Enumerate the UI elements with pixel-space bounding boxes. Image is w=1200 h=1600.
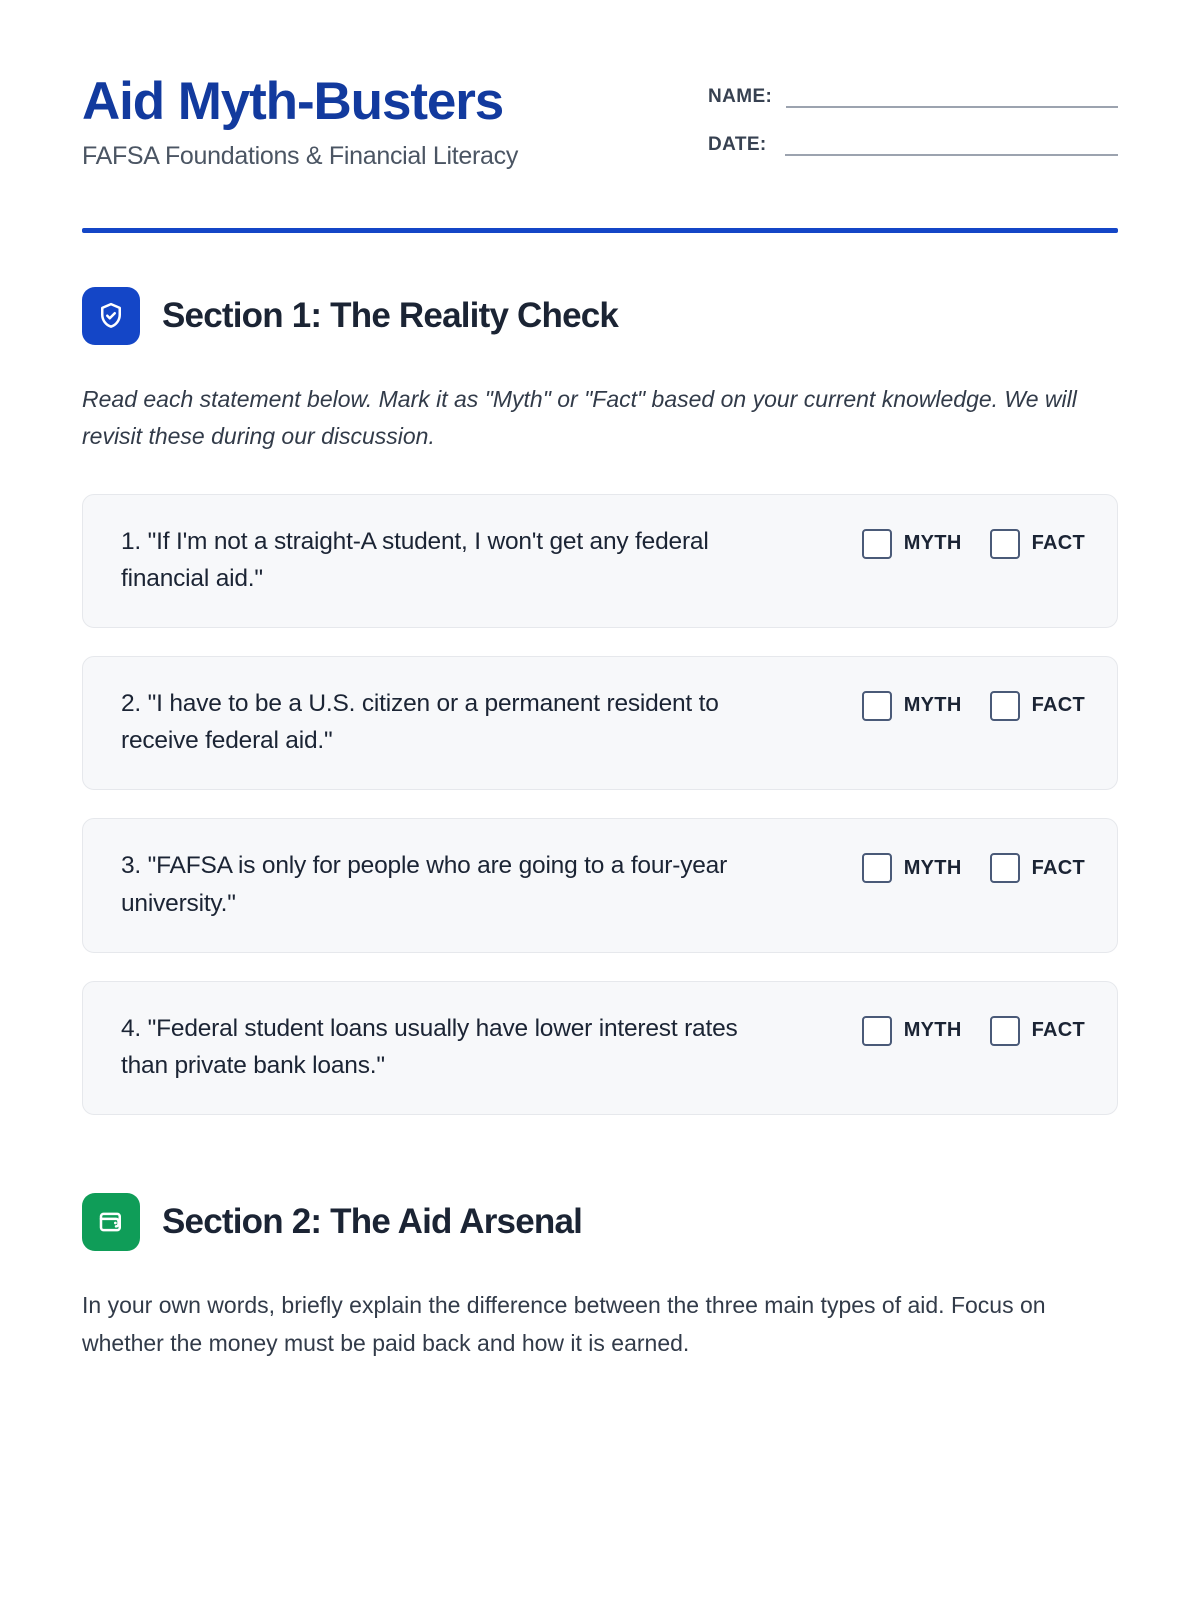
header-divider: [82, 228, 1118, 233]
statement-options: [862, 523, 1085, 559]
section-aid-arsenal: [82, 1193, 1118, 1362]
name-input-line[interactable]: [786, 84, 1118, 108]
fact-label: FACT: [1031, 694, 1085, 717]
statement-text: 4. "Federal student loans usually have lower interest rates than private bank loans.": [121, 1014, 738, 1080]
section-2-instructions: In your own words, briefly explain the difference between the three main types of aid. Focus on whether the money must be paid back and how it is earned.: [82, 1292, 1046, 1356]
statement-text: 2. "I have to be a U.S. citizen or a permanent resident to receive federal aid.": [121, 689, 719, 755]
statement-list: [82, 494, 1118, 1116]
statement-options: [862, 847, 1085, 883]
section-1-title: Section 1: The Reality Check: [162, 296, 619, 335]
fact-checkbox[interactable]: [990, 691, 1020, 721]
document-header: [82, 70, 1118, 180]
statement-text: 1. "If I'm not a straight-A student, I won't get any federal financial aid.": [121, 527, 709, 592]
date-label: DATE:: [708, 134, 767, 155]
fact-label: FACT: [1031, 856, 1085, 879]
section-2-header: [82, 1193, 1118, 1251]
myth-checkbox[interactable]: [862, 529, 892, 559]
option-myth[interactable]: [862, 691, 962, 721]
fact-checkbox[interactable]: [990, 1016, 1020, 1046]
statement-card: [82, 494, 1118, 628]
option-fact[interactable]: [990, 529, 1085, 559]
fact-label: FACT: [1031, 532, 1085, 554]
myth-label: MYTH: [903, 1019, 962, 1042]
statement-options: [862, 1010, 1085, 1046]
fact-label: FACT: [1031, 1019, 1085, 1042]
section-1-instructions: Read each statement below. Mark it as "Myth" or "Fact" based on your current knowledge. We will revisit these during our discussion.: [82, 386, 1077, 450]
option-myth[interactable]: [862, 1016, 962, 1046]
statement-card: [82, 981, 1118, 1115]
myth-checkbox[interactable]: [862, 691, 892, 721]
section-reality-check: [82, 287, 1118, 1115]
option-myth[interactable]: [862, 529, 962, 559]
shield-check-icon: [82, 287, 140, 345]
statement-card: [82, 656, 1118, 790]
statement-card: [82, 818, 1118, 952]
option-fact[interactable]: [990, 691, 1085, 721]
name-label: NAME:: [708, 86, 773, 107]
student-info-fields: [708, 70, 1118, 180]
myth-checkbox[interactable]: [862, 1016, 892, 1046]
myth-label: MYTH: [903, 532, 962, 554]
option-myth[interactable]: [862, 853, 962, 883]
myth-label: MYTH: [903, 856, 962, 879]
option-fact[interactable]: [990, 1016, 1085, 1046]
title-block: [82, 70, 518, 171]
wallet-icon: [82, 1193, 140, 1251]
date-input-line[interactable]: [785, 132, 1118, 156]
name-field-row: [708, 84, 1118, 108]
statement-options: [862, 685, 1085, 721]
page-subtitle: FAFSA Foundations & Financial Literacy: [82, 141, 519, 170]
fact-checkbox[interactable]: [990, 529, 1020, 559]
fact-checkbox[interactable]: [990, 853, 1020, 883]
option-fact[interactable]: [990, 853, 1085, 883]
page-title: Aid Myth-Busters: [82, 72, 504, 131]
statement-text: 3. "FAFSA is only for people who are going to a four-year university.": [121, 852, 728, 917]
date-field-row: [708, 132, 1118, 156]
section-2-title: Section 2: The Aid Arsenal: [162, 1202, 583, 1242]
myth-label: MYTH: [903, 694, 962, 717]
myth-checkbox[interactable]: [862, 853, 892, 883]
section-1-header: [82, 287, 1118, 345]
